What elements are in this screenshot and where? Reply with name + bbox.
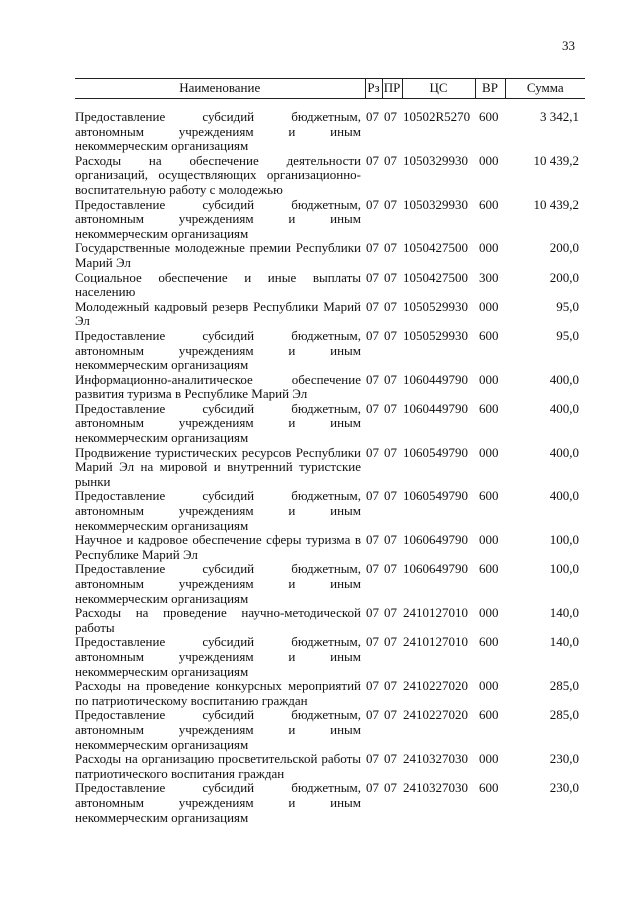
cell-sum: 400,0 [549, 444, 579, 460]
cell-vr: 600 [479, 634, 499, 650]
cell-rz: 07 [366, 488, 379, 504]
table-row [75, 708, 585, 752]
cell-cs: 1060549790 [403, 488, 468, 504]
cell-rz: 07 [366, 196, 379, 212]
cell-rz: 07 [366, 240, 379, 256]
cell-pr: 07 [384, 605, 397, 621]
cell-name: Научное и кадровое обеспечение сферы туризма в Республике Марий Эл [75, 532, 361, 562]
cell-rz: 07 [366, 152, 379, 168]
cell-name: Предоставление субсидий бюджетным, автономным учреждениям и иным некоммерческим организациям [75, 488, 361, 533]
cell-sum: 230,0 [549, 780, 579, 796]
cell-rz: 07 [366, 707, 379, 723]
table-row [75, 606, 585, 635]
cell-cs: 2410127010 [403, 634, 468, 650]
cell-cs: 1060649790 [403, 561, 468, 577]
cell-name: Молодежный кадровый резерв Республики Марий Эл [75, 298, 361, 329]
cell-name: Информационно-аналитическое обеспечение развития туризма в Республике Марий Эл [75, 371, 361, 402]
cell-name: Предоставление субсидий бюджетным, автономным учреждениям и иным некоммерческим организациям [75, 196, 361, 241]
table-body [75, 99, 585, 826]
cell-sum: 200,0 [549, 269, 579, 285]
cell-pr: 07 [384, 269, 397, 285]
cell-vr: 600 [479, 109, 499, 124]
cell-sum: 140,0 [549, 605, 579, 621]
table-row [75, 271, 585, 300]
cell-cs: 1050329930 [403, 196, 468, 212]
cell-vr: 000 [479, 371, 499, 387]
table-row [75, 329, 585, 373]
table-row [75, 241, 585, 270]
cell-pr: 07 [384, 152, 397, 168]
cell-name: Предоставление субсидий бюджетным, автономным учреждениям и иным некоммерческим организациям [75, 400, 361, 446]
cell-cs: 1050329930 [403, 152, 468, 168]
cell-name: Расходы на организацию просветительской работы патриотического воспитания граждан [75, 751, 361, 781]
cell-sum: 200,0 [549, 240, 579, 256]
cell-name: Расходы на проведение конкурсных мероприятий по патриотическому воспитанию граждан [75, 678, 361, 708]
cell-rz: 07 [366, 751, 379, 767]
cell-pr: 07 [384, 371, 397, 387]
cell-pr: 07 [384, 532, 397, 548]
table-row [75, 533, 585, 562]
cell-vr: 000 [479, 605, 499, 621]
table-row [75, 99, 585, 154]
cell-rz: 07 [366, 327, 379, 343]
cell-name: Предоставление субсидий бюджетным, автономным учреждениям и иным некоммерческим организациям [75, 634, 361, 679]
header-pr: ПР [382, 79, 402, 99]
cell-vr: 600 [479, 488, 499, 504]
cell-name: Государственные молодежные премии Республики Марий Эл [75, 240, 361, 270]
cell-cs: 1060549790 [403, 444, 468, 460]
cell-pr: 07 [384, 780, 397, 796]
cell-pr: 07 [384, 109, 397, 124]
cell-rz: 07 [366, 400, 379, 416]
cell-rz: 07 [366, 678, 379, 694]
table-row [75, 154, 585, 198]
header-cs: ЦС [402, 79, 475, 99]
cell-pr: 07 [384, 561, 397, 577]
cell-cs: 1050529930 [403, 298, 468, 314]
cell-cs: 2410227020 [403, 707, 468, 723]
table-row [75, 752, 585, 781]
cell-cs: 1050529930 [403, 327, 468, 343]
cell-sum: 400,0 [549, 488, 579, 504]
cell-sum: 230,0 [549, 751, 579, 767]
cell-cs: 2410227020 [403, 678, 468, 694]
cell-rz: 07 [366, 532, 379, 548]
cell-name: Предоставление субсидий бюджетным, автономным учреждениям и иным некоммерческим организациям [75, 561, 361, 606]
cell-name: Социальное обеспечение и иные выплаты населению [75, 269, 361, 300]
cell-vr: 600 [479, 561, 499, 577]
table-row [75, 402, 585, 446]
page-number: 33 [562, 38, 575, 53]
cell-rz: 07 [366, 634, 379, 650]
cell-rz: 07 [366, 605, 379, 621]
cell-cs: 1050427500 [403, 240, 468, 256]
cell-vr: 000 [479, 532, 499, 548]
cell-sum: 100,0 [549, 561, 579, 577]
cell-pr: 07 [384, 298, 397, 314]
cell-rz: 07 [366, 269, 379, 285]
cell-sum: 95,0 [556, 298, 579, 314]
table-row [75, 489, 585, 533]
table-header [75, 79, 585, 99]
header-rz: Рз [365, 79, 382, 99]
cell-pr: 07 [384, 444, 397, 460]
header-vr: ВР [475, 79, 505, 99]
cell-sum: 10 439,2 [533, 196, 579, 212]
cell-cs: 2410327030 [403, 751, 468, 767]
cell-sum: 100,0 [549, 532, 579, 548]
cell-pr: 07 [384, 196, 397, 212]
header-name: Наименование [75, 79, 365, 99]
cell-rz: 07 [366, 298, 379, 314]
cell-pr: 07 [384, 751, 397, 767]
cell-sum: 140,0 [549, 634, 579, 650]
cell-vr: 000 [479, 298, 499, 314]
cell-name: Предоставление субсидий бюджетным, автономным учреждениям и иным некоммерческим организациям [75, 327, 361, 373]
budget-table [75, 78, 585, 825]
cell-vr: 000 [479, 444, 499, 460]
cell-vr: 600 [479, 707, 499, 723]
cell-pr: 07 [384, 327, 397, 343]
cell-cs: 1060449790 [403, 400, 468, 416]
cell-vr: 600 [479, 780, 499, 796]
cell-pr: 07 [384, 678, 397, 694]
cell-sum: 3 342,1 [540, 109, 579, 124]
cell-cs: 2410327030 [403, 780, 468, 796]
cell-rz: 07 [366, 109, 379, 124]
cell-rz: 07 [366, 444, 379, 460]
cell-sum: 95,0 [556, 327, 579, 343]
header-sum: Сумма [505, 79, 585, 99]
cell-pr: 07 [384, 240, 397, 256]
cell-sum: 400,0 [549, 371, 579, 387]
cell-vr: 600 [479, 196, 499, 212]
cell-rz: 07 [366, 371, 379, 387]
cell-vr: 600 [479, 400, 499, 416]
cell-name: Расходы на проведение научно-методической работы [75, 605, 361, 635]
cell-vr: 600 [479, 327, 499, 343]
cell-pr: 07 [384, 488, 397, 504]
table-row [75, 446, 585, 490]
cell-rz: 07 [366, 780, 379, 796]
cell-name: Расходы на обеспечение деятельности организаций, осуществляющих организационно-воспитательную работу с молодежью [75, 152, 361, 197]
cell-name: Предоставление субсидий бюджетным, автономным учреждениям и иным некоммерческим организациям [75, 109, 361, 154]
cell-pr: 07 [384, 400, 397, 416]
cell-cs: 10502R5270 [403, 109, 471, 124]
cell-name: Предоставление субсидий бюджетным, автономным учреждениям и иным некоммерческим организациям [75, 707, 361, 752]
cell-sum: 285,0 [549, 707, 579, 723]
cell-cs: 2410127010 [403, 605, 468, 621]
cell-sum: 285,0 [549, 678, 579, 694]
table-row [75, 373, 585, 402]
cell-name: Продвижение туристических ресурсов Республики Марий Эл на мировой и внутренний туристские рынки [75, 444, 361, 489]
table-row [75, 300, 585, 329]
table-row [75, 635, 585, 679]
cell-sum: 10 439,2 [533, 152, 579, 168]
cell-name: Предоставление субсидий бюджетным, автономным учреждениям и иным некоммерческим организациям [75, 780, 361, 825]
cell-rz: 07 [366, 561, 379, 577]
cell-pr: 07 [384, 634, 397, 650]
cell-vr: 000 [479, 751, 499, 767]
cell-sum: 400,0 [549, 400, 579, 416]
table-row [75, 679, 585, 708]
table-row [75, 198, 585, 242]
cell-vr: 300 [479, 269, 499, 285]
cell-pr: 07 [384, 707, 397, 723]
table-row [75, 562, 585, 606]
table-row [75, 781, 585, 825]
cell-cs: 1060649790 [403, 532, 468, 548]
cell-cs: 1060449790 [403, 371, 468, 387]
cell-vr: 000 [479, 678, 499, 694]
cell-cs: 1050427500 [403, 269, 468, 285]
cell-vr: 000 [479, 240, 499, 256]
cell-vr: 000 [479, 152, 499, 168]
